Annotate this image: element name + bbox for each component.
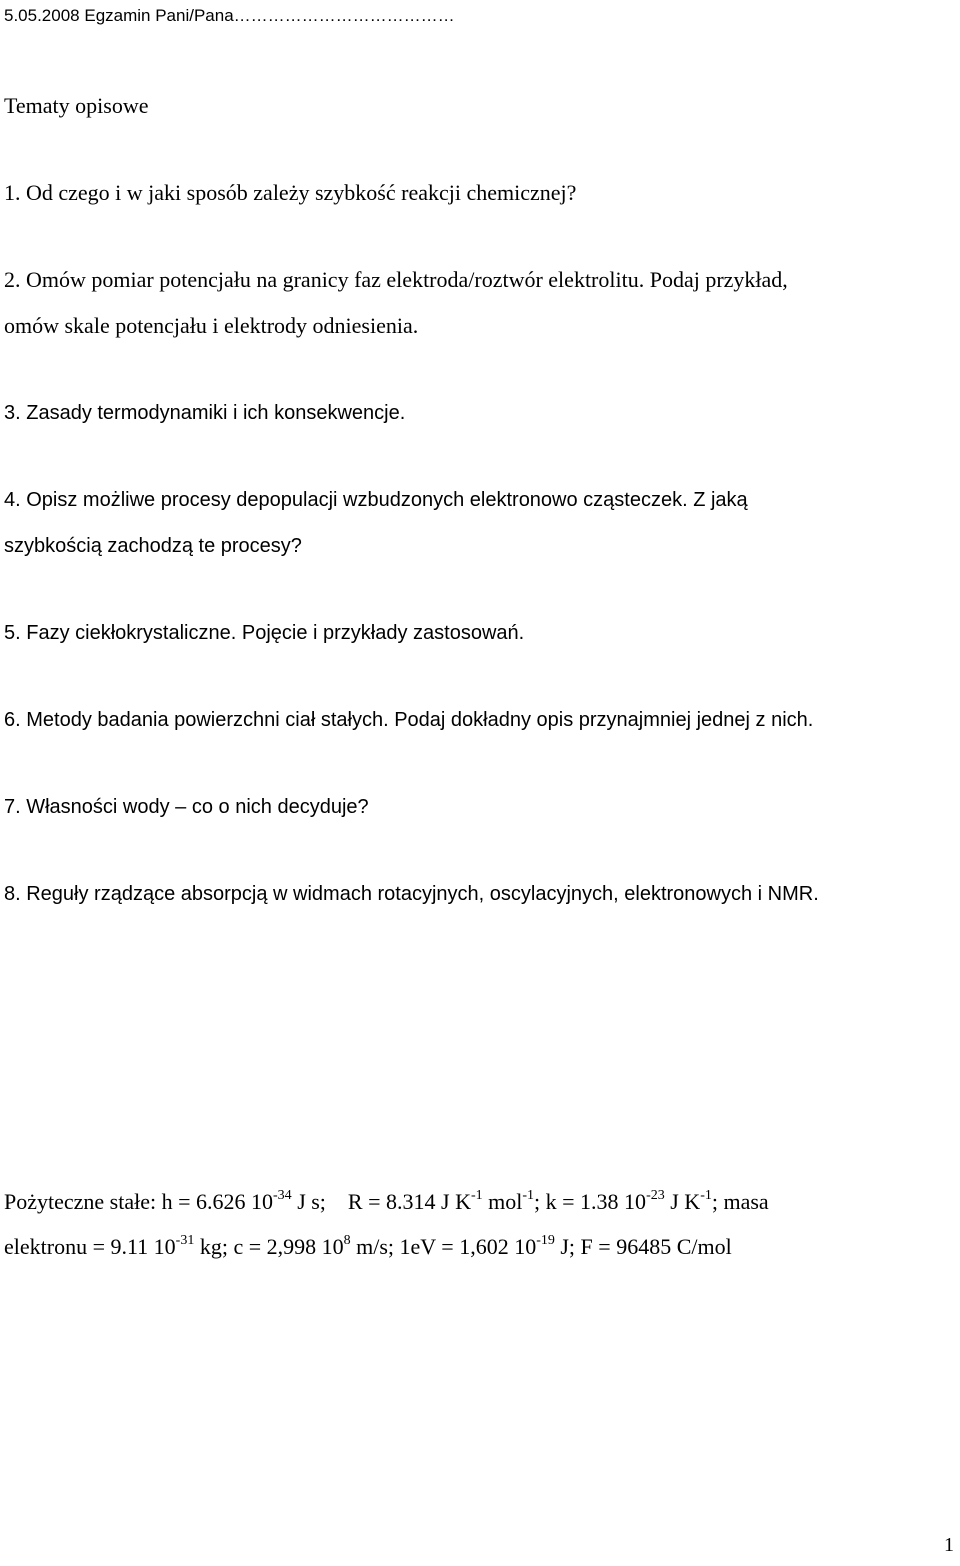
question-4-line-1: 4. Opisz możliwe procesy depopulacji wzbudzonych elektronowo cząsteczek. Z jaką: [4, 489, 748, 511]
constants-text: m/s; 1eV = 1,602 10: [350, 1234, 537, 1259]
constants-text: mol: [482, 1189, 523, 1214]
constants-text: ; masa: [711, 1189, 769, 1214]
exponent: -1: [700, 1188, 712, 1203]
constants-line-1: [4, 1188, 769, 1214]
exponent: -19: [536, 1233, 555, 1248]
page-header: 5.05.2008 Egzamin Pani/Pana…………………………………: [4, 6, 455, 25]
constants-line-2: [4, 1233, 732, 1259]
constants-text: Pożyteczne stałe: h = 6.626 10: [4, 1189, 274, 1214]
constants-text: J s; R = 8.314 J K: [291, 1189, 471, 1214]
question-7: 7. Własności wody – co o nich decyduje?: [4, 796, 369, 818]
question-4-line-2: szybkością zachodzą te procesy?: [4, 535, 302, 557]
constants-text: ; k = 1.38 10: [534, 1189, 647, 1214]
exponent: 8: [343, 1233, 351, 1248]
question-1: 1. Od czego i w jaki sposób zależy szybkość reakcji chemicznej?: [4, 180, 577, 205]
constants-text: J; F = 96485 C/mol: [554, 1234, 732, 1259]
exponent: -1: [522, 1188, 535, 1203]
question-5: 5. Fazy ciekłokrystaliczne. Pojęcie i przykłady zastosowań.: [4, 622, 525, 644]
constants-text: elektronu = 9.11 10: [4, 1234, 176, 1259]
exponent: -23: [646, 1188, 665, 1203]
exponent: -1: [470, 1188, 483, 1203]
question-2-line-2: omów skale potencjału i elektrody odniesienia.: [4, 313, 419, 338]
exponent: -34: [273, 1188, 292, 1203]
question-6: 6. Metody badania powierzchni ciał stałych. Podaj dokładny opis przynajmniej jednej z nich.: [4, 709, 814, 731]
question-8: 8. Reguły rządzące absorpcją w widmach rotacyjnych, oscylacyjnych, elektronowych i NMR.: [4, 883, 819, 905]
question-2-line-1: 2. Omów pomiar potencjału na granicy faz elektroda/roztwór elektrolitu. Podaj przykład,: [4, 267, 788, 292]
constants-text: J K: [664, 1189, 701, 1214]
exponent: -31: [175, 1233, 195, 1248]
page-number: 1: [944, 1534, 954, 1556]
section-title: Tematy opisowe: [4, 93, 149, 118]
question-3: 3. Zasady termodynamiki i ich konsekwencje.: [4, 402, 406, 424]
constants-text: kg; c = 2,998 10: [194, 1234, 344, 1259]
